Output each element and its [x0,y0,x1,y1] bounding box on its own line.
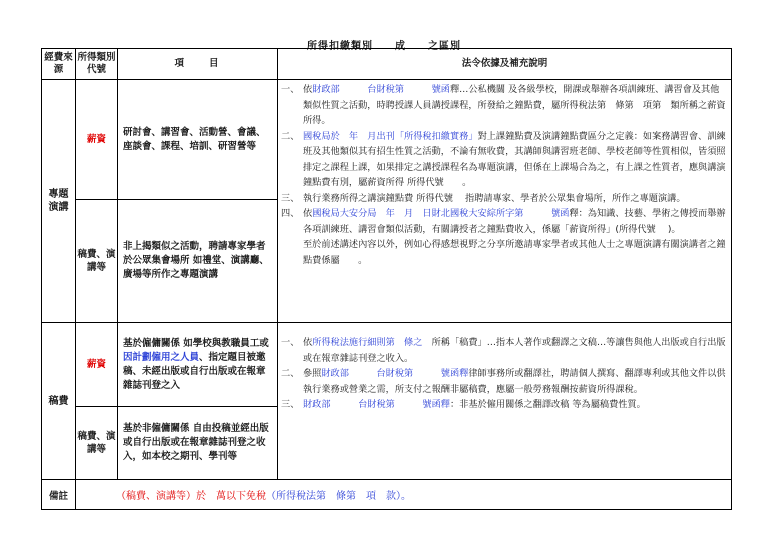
law-reference: 財政部 台財稅第 號函 [312,84,450,95]
law-text: 依 [303,84,313,95]
remark-text [76,480,732,510]
law-paragraph [281,191,728,207]
item-text: 非上揭類似之活動，聘請專家學者於公眾集會場所 如禮堂、演講廳、廣場等所作之專題演講 [118,200,278,323]
page-title: 所得扣繳類別 成 之區別 [307,41,461,52]
law-paragraph [281,129,728,191]
law-lecture-list [281,82,728,237]
remark-label: 備註 [42,480,76,510]
law-reference: 財政部 台財稅第 號函釋 [303,399,450,410]
paragraph-number: 二、 [281,130,300,142]
paragraph-number: 三、 [281,192,300,204]
item-text: 研討會、講習會、活動營、會議、座談會、課程、培訓、研習營等 [118,80,278,200]
header-source: 經費來源 [42,49,76,80]
law-text: 釋：為知識、技藝、學術之傳授而舉辦各項訓練班、講習會類似活動，有關講授者之鐘點費收入，係屬「薪資所得」(所得代號 )。 [303,208,726,235]
law-fee-list [281,325,728,413]
remark-red-text: （稿費、演講等）於 萬以下免稅 [116,491,266,502]
paragraph-number: 三、 [281,399,300,410]
section-fee: 稿費 [42,323,76,480]
code-fee-lecture: 稿費、演講等 [76,407,118,480]
code-salary: 薪資 [76,323,118,407]
table-row [42,80,732,200]
remark-blue-text: （所得稅法第 條第 項 款）。 [266,491,411,502]
law-paragraph [281,335,728,366]
paragraph-number: 一、 [281,84,300,95]
law-reference: 財政部 台財稅第 號函釋 [321,368,469,379]
law-text: 釋…公私機關 及各級學校，開課或舉辦各項訓練班、講習會及其他類似性質之活動，時聘授課人員講授課程，所發給之鐘點費，屬所得稅法第 條第 項第 類所稱之薪資所得。 [303,84,726,126]
law-fee-cell [278,323,732,480]
law-reference: 所得稅法施行細則第 條之 [312,337,423,348]
header-code: 所得類別代號 [76,49,118,80]
law-lecture-note: 至於前述講述內容以外，例如心得感想視野之分享所邀請專家學者或其他人士之專題演講有關演講者之鐘點費係屬 。 [303,239,726,266]
header-item: 項 目 [118,49,278,80]
item-text-prefix: 基於僱傭關係 如學校與教職員工或 [123,337,269,349]
law-reference: 國稅局於 年 月出刊「所得稅扣繳實務」 [303,130,478,142]
law-lecture-cell [278,80,732,323]
law-paragraph [281,206,728,237]
paragraph-number: 二、 [281,368,300,379]
law-paragraph [281,366,728,397]
paragraph-number: 一、 [281,337,300,348]
law-text: 執行業務所得之講演鐘點費 所得代號 指聘請專家、學者於公眾集會場所，所作之專題演講。 [303,192,686,204]
law-reference: 國稅局大安分局 年 月 日財北國稅大安綜所字第 號函 [312,208,570,219]
law-text: 參照 [303,368,322,379]
law-text: ：非基於僱用關係之翻譯改稿 等為屬稿費性質。 [450,399,646,410]
law-paragraph [281,82,728,129]
law-text: 律師事務所或翻譯社，聘請個人撰寫、翻譯專利或其他文件以供執行業務或營業之需，所支付之報酬非屬稿費，應屬一般勞務報酬按薪資所得課稅。 [303,368,726,395]
item-link: 因計劃僱用之人員 [123,351,200,363]
law-text: 對上課鐘點費及演講鐘點費區分之定義：如案務講習會、訓練班及其他類似其有招生性質之活動，不論有無收費，其講師與講習班老師、學校老師等性質相似，皆須照排定之課程上課，如果排定之講授課程名為專題演講，但係在上課場合為之，有上課之性質者，應與講演鐘點費有別，屬薪資所得 所得代號 。 [303,130,726,188]
header-row [42,49,732,80]
code-salary: 薪資 [76,80,118,200]
item-text: 基於非僱傭關係 自由投稿並經出版或自行出版或在報章雜誌刊登之收入，如本校之期刊、學刊等 [118,407,278,480]
header-law: 法令依據及補充說明 [278,49,732,80]
item-text-suffix: 、指定題目被邀稿、未經出版或自行出版或在報章雜誌刊登之入 [123,351,266,391]
section-lecture: 專題演講 [42,80,76,323]
tax-classification-table [41,48,732,510]
law-paragraph [281,397,728,413]
code-fee-lecture: 稿費、演講等 [76,200,118,323]
table-row [42,323,732,407]
item-text [118,323,278,407]
paragraph-number: 四、 [281,208,300,219]
law-text: 依 [303,208,313,219]
remark-row [42,480,732,510]
law-text: 依 [303,337,313,348]
law-text: 所稱「稿費」…指本人著作或翻譯之文稿…等讓售與他人出版或自行出版或在報章雜誌刊登之收入。 [303,337,726,364]
